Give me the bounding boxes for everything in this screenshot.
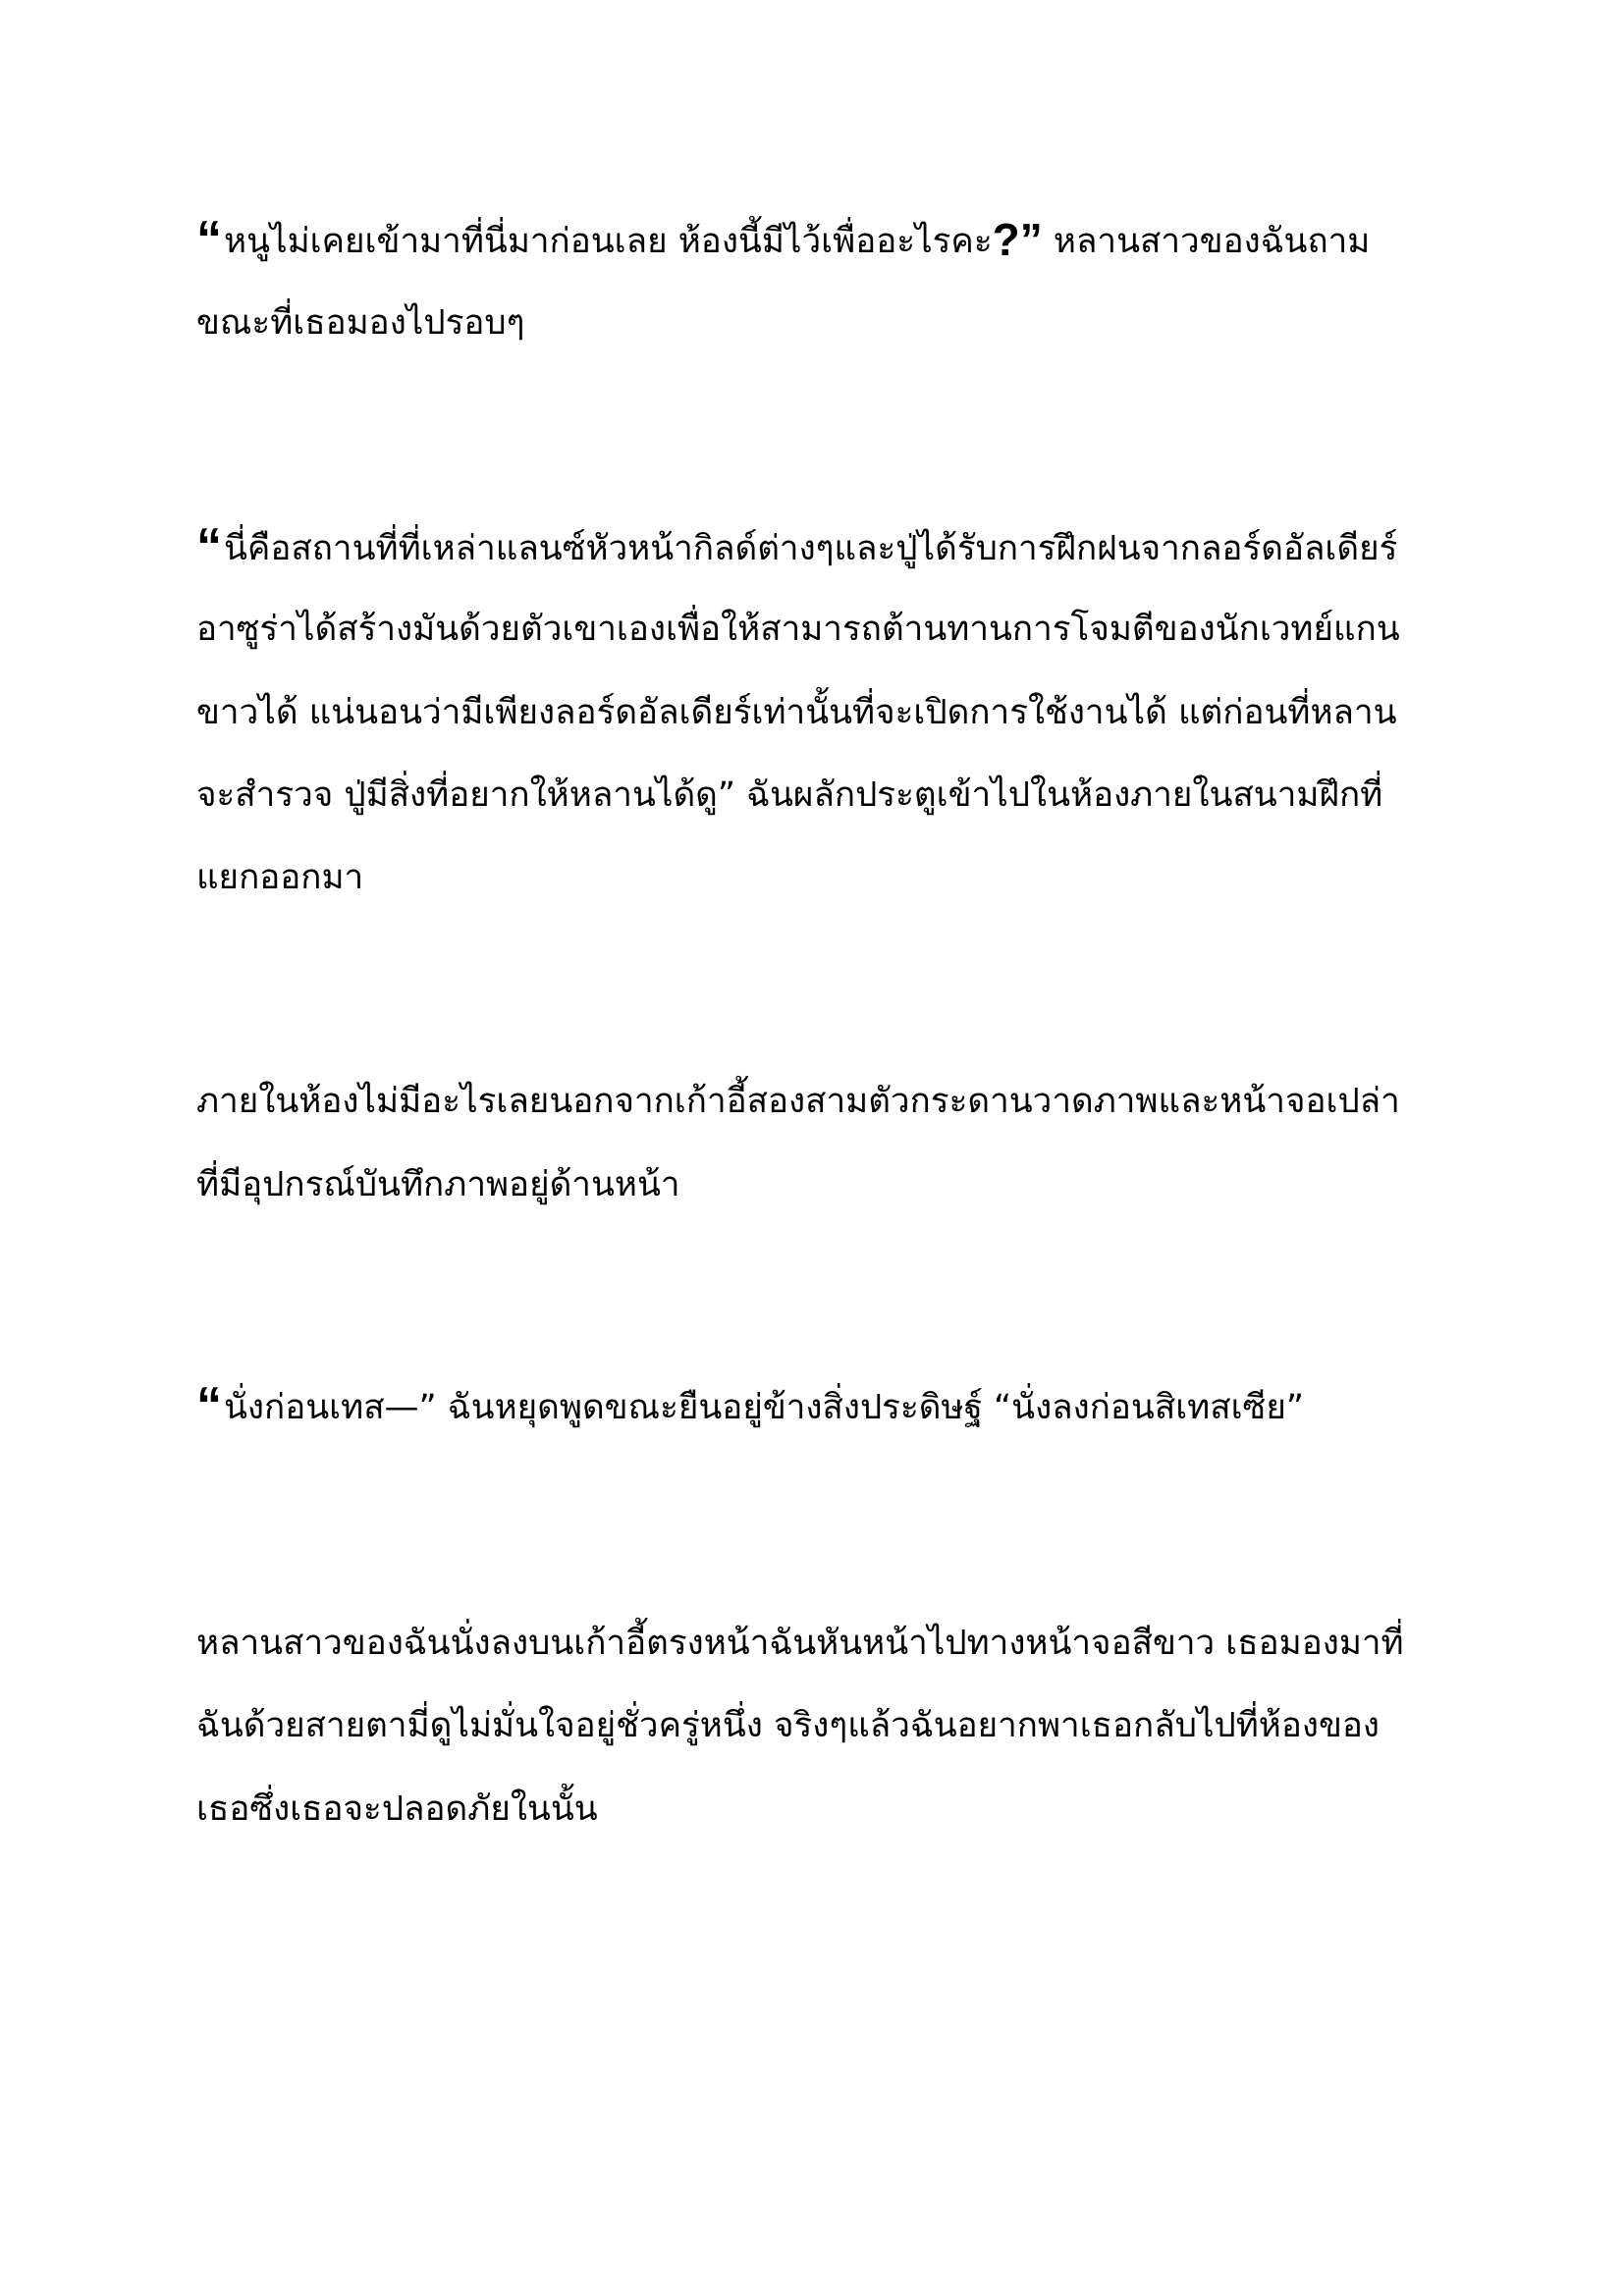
- paragraph-5-line-3: [196, 1786, 1473, 1833]
- line-text: ขาวได้ แน่นอนว่ามีเพียงลอร์ดอัลเดียร์เท่านั้นที่จะเปิดการใช้งานได้ แต่ก่อนที่หลาน: [196, 693, 1397, 732]
- line-text: ที่มีอุปกรณ์บันทึกภาพอยู่ด้านหน้า: [196, 1165, 680, 1204]
- line-text: เธอซึ่งเธอจะปลอดภัยในนั้น: [196, 1789, 598, 1829]
- paragraph-4-line-1: [196, 1377, 1473, 1434]
- line-text: อาซูร่าได้สร้างมันด้วยตัวเขาเองเพื่อให้สามารถต้านทานการโจมตีของนักเวทย์แกน: [196, 610, 1400, 649]
- line-text: ขณะที่เธอมองไปรอบๆ: [196, 303, 525, 343]
- paragraph-1-line-2: [196, 299, 1473, 347]
- line-text-tail: หลานสาวของฉันถาม: [1042, 222, 1371, 261]
- line-text: ฉันด้วยสายตามี่ดูไม่มั่นใจอยู่ชั่วครู่หนึ่ง จริงๆแล้วฉันอยากพาเธอกลับไปที่ห้องของ: [196, 1706, 1380, 1745]
- paragraph-2-line-5: [196, 854, 1473, 901]
- paragraph-2-line-3: [196, 689, 1473, 736]
- line-text: แยกออกมา: [196, 858, 364, 897]
- paragraph-1-line-1: [196, 211, 1473, 268]
- paragraph-5-line-2: [196, 1702, 1473, 1749]
- line-text: หนูไม่เคยเข้ามาที่นี่มาก่อนเลย ห้องนี้มีไว้เพื่ออะไรคะ: [224, 222, 993, 261]
- line-text: หลานสาวของฉันนั่งลงบนเก้าอี้ตรงหน้าฉันหันหน้าไปทางหน้าจอสีขาว เธอมองมาที่: [196, 1624, 1404, 1663]
- paragraph-2-line-1: [196, 518, 1473, 575]
- line-text: จะสำรวจ ปู่มีสิ่งที่อยากให้หลานได้ดู” ฉันผลักประตูเข้าไปในห้องภายในสนามฝึกที่: [196, 775, 1383, 815]
- close-quote: ”: [1019, 214, 1043, 265]
- paragraph-3-line-1: [196, 1078, 1473, 1125]
- paragraph-2-line-2: [196, 606, 1473, 653]
- question-mark: ?: [992, 214, 1020, 265]
- paragraph-2-line-4: [196, 772, 1473, 819]
- paragraph-3-line-2: [196, 1161, 1473, 1208]
- paragraph-5-line-1: [196, 1620, 1473, 1667]
- open-quote: “: [196, 211, 222, 268]
- line-text: นั่งก่อนเทส—” ฉันหยุดพูดขณะยืนอยู่ข้างสิ่งประดิษฐ์ “นั่งลงก่อนสิเทสเซีย”: [224, 1388, 1304, 1427]
- open-quote: “: [196, 518, 222, 575]
- open-quote: “: [196, 1377, 222, 1434]
- line-text: ภายในห้องไม่มีอะไรเลยนอกจากเก้าอี้สองสามตัวกระดานวาดภาพและหน้าจอเปล่า: [196, 1082, 1400, 1121]
- line-text: นี่คือสถานที่ที่เหล่าแลนซ์หัวหน้ากิลด์ต่างๆและปู่ได้รับการฝึกฝนจากลอร์ดอัลเดียร์: [224, 529, 1398, 568]
